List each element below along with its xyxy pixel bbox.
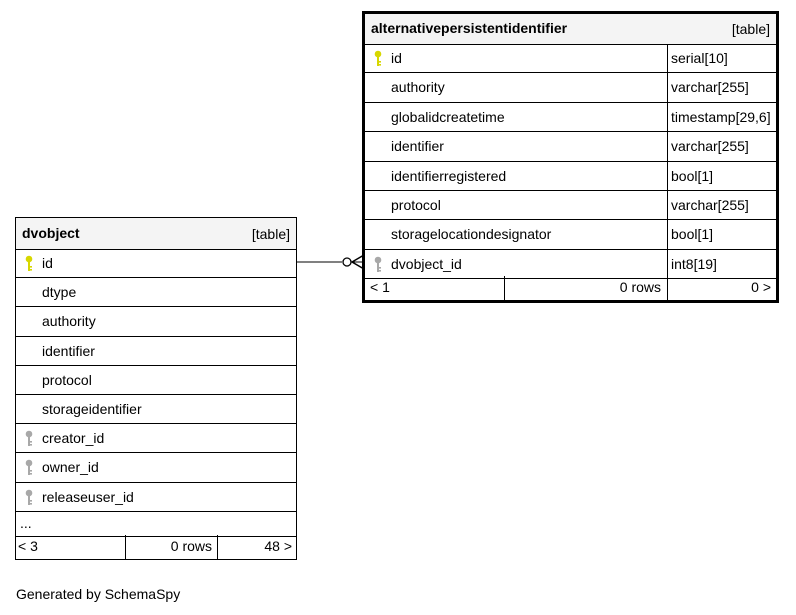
column-row-protocol[interactable] xyxy=(16,366,296,395)
generated-by-label: Generated by SchemaSpy xyxy=(16,586,181,602)
column-name: storagelocationdesignator xyxy=(391,226,552,243)
column-row-id[interactable] xyxy=(16,249,296,278)
table-kind: [table] xyxy=(731,21,770,37)
column-type: serial[10] xyxy=(671,50,728,66)
row-count: 0 rows xyxy=(619,279,661,295)
column-row-dtype[interactable] xyxy=(16,278,296,307)
column-type: varchar[255] xyxy=(671,138,749,155)
column-row-creator-id[interactable] xyxy=(16,424,296,453)
column-name: authority xyxy=(42,313,96,330)
table-header xyxy=(16,218,296,250)
parents-count: < 3 xyxy=(18,538,38,554)
column-row-identifier[interactable] xyxy=(16,337,296,366)
column-type: int8[19] xyxy=(671,255,717,272)
more-columns: ... xyxy=(16,512,296,537)
column-row-owner-id[interactable] xyxy=(16,453,296,482)
foreign-key-icon xyxy=(25,430,33,448)
column-type: bool[1] xyxy=(671,226,714,243)
column-row-dvobject-id[interactable] xyxy=(365,250,776,279)
column-name: protocol xyxy=(42,371,92,388)
table-kind: [table] xyxy=(251,226,290,242)
column-name: creator_id xyxy=(42,430,105,447)
column-row-authority[interactable] xyxy=(365,73,776,102)
table-alternativepersistentidentifier[interactable] xyxy=(362,11,779,303)
column-row-storageidentifier[interactable] xyxy=(16,395,296,424)
table-header xyxy=(365,14,776,45)
column-name: dtype xyxy=(42,284,77,301)
column-type: bool[1] xyxy=(671,167,714,184)
column-name: id xyxy=(42,255,53,271)
column-row-protocol[interactable] xyxy=(365,191,776,220)
column-name: protocol xyxy=(391,197,441,213)
column-name: identifierregistered xyxy=(391,167,507,184)
foreign-key-icon xyxy=(25,459,33,477)
column-name: id xyxy=(391,50,402,66)
parents-count: < 1 xyxy=(370,279,390,295)
column-row-identifierregistered[interactable] xyxy=(365,162,776,191)
table-footer xyxy=(365,276,776,300)
column-row-identifier[interactable] xyxy=(365,132,776,161)
children-count: 0 > xyxy=(751,279,771,295)
foreign-key-icon xyxy=(25,489,33,507)
column-type: varchar[255] xyxy=(671,197,749,213)
column-name: globalidcreatetime xyxy=(391,108,505,125)
column-type: varchar[255] xyxy=(671,79,749,96)
column-row-authority[interactable] xyxy=(16,307,296,336)
column-name: storageidentifier xyxy=(42,401,142,417)
table-dvobject[interactable] xyxy=(15,217,297,560)
children-count: 48 > xyxy=(264,538,292,554)
table-name: dvobject xyxy=(22,225,80,241)
column-row-releaseuser-id[interactable] xyxy=(16,483,296,512)
column-row-id[interactable] xyxy=(365,44,776,73)
primary-key-icon xyxy=(374,50,382,68)
primary-key-icon xyxy=(25,255,33,273)
table-footer xyxy=(16,535,296,559)
column-name: dvobject_id xyxy=(391,255,462,272)
table-name: alternativepersistentidentifier xyxy=(371,20,568,36)
column-name: identifier xyxy=(42,342,95,359)
column-name: owner_id xyxy=(42,459,99,476)
column-name: authority xyxy=(391,79,445,96)
relationship-zero-circle xyxy=(343,258,351,266)
column-row-storagelocationdesignator[interactable] xyxy=(365,220,776,249)
column-row-globalidcreatetime[interactable] xyxy=(365,103,776,132)
column-name: identifier xyxy=(391,138,444,155)
foreign-key-icon xyxy=(374,256,382,274)
column-type: timestamp[29,6] xyxy=(671,108,771,125)
column-name: releaseuser_id xyxy=(42,488,134,505)
row-count: 0 rows xyxy=(170,538,212,554)
